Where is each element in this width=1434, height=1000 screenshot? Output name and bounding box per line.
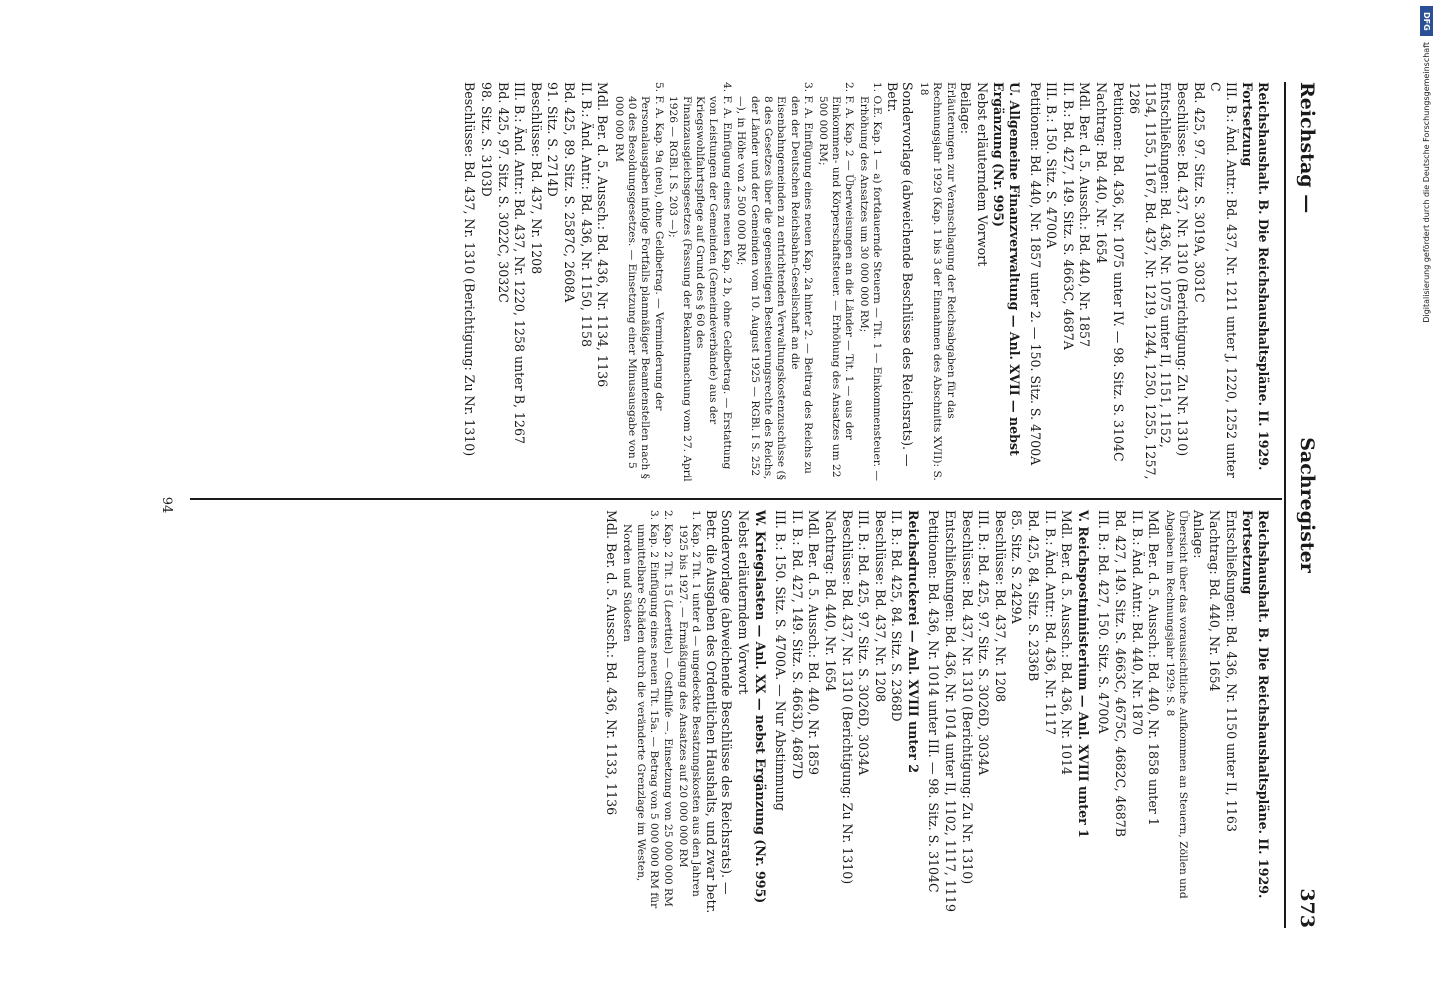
index-entry: Übersicht über das voraussichtliche Aufkommen an Steuern, Zöllen und Abgaben im Rechnungsjahr 1929: S. 8 xyxy=(1163,510,1190,902)
index-entry: Bd. 425, 97. Sitz. S. 3022C, 3032C xyxy=(495,82,511,303)
index-entry: Bd. 425, 97. Sitz. S. 3019A, 3031C xyxy=(1191,82,1207,303)
index-entry: Mdl. Ber. d. 5. Aussch.: Bd. 436, Nr. 1134, 1136 xyxy=(595,82,611,388)
index-entry: 2. F. A. Kap. 2 — Überweisungen an die Länder — Tit. 1 — aus der Einkommen- und Körperschaftsteuer. — Erhöhung des Ansatzes um 22 500 000 RM; xyxy=(816,82,856,481)
index-entry: II. B.: Änd. Antr.: Bd. 440, Nr. 1870 xyxy=(1129,510,1145,735)
index-entry: Beschlüsse: Bd. 437, Nr. 1208 xyxy=(528,82,544,275)
index-entry: 91. Sitz. S. 2714D xyxy=(545,82,561,197)
index-entry: Mdl. Ber. d. 5. Aussch.: Bd. 440, Nr. 1859 xyxy=(806,510,822,776)
index-entry: Beschlüsse: Bd. 437, Nr. 1208 xyxy=(872,510,888,703)
index-entry: 4. F. A. Einfügung eines neuen Kap. 2 b, ohne Geldbetrag. — Erstattung von Leistungen der Gemeinden (Gemeindeverbände) aus der Kriegswohlfahrtspflege auf Grund des § 60 des Finanzausgleichsgesetzes (Fassung der Bekanntmachung vom 27. April 1926 — RGBl. I S. 203 —); xyxy=(667,82,733,486)
index-entry: 3. F. A. Einfügung eines neuen Kap. 2a hinter 2. — Beitrag des Reichs zu den der Deutschen Reichsbahn-Gesellschaft an die Eisenbahngemeinden zu entrichtenden Verwaltungskostenzuschüsse (§ 8 des Gesetzes über die gegenseitigen Besteuerungsrechte des Reichs, der Länder und der Gemeinden vom 10. August 1925 — RGBl. I S. 252 —), in Höhe von 2 500 000 RM; xyxy=(735,82,815,484)
index-entry: Beschlüsse: Bd. 437, Nr. 1310 (Berichtigung: Zu Nr. 1310) xyxy=(959,510,975,885)
scanned-page xyxy=(80,82,1322,928)
index-entry: 85. Sitz. S. 2429A xyxy=(1009,510,1025,624)
index-entry: III. B.: Bd. 427, 150. Sitz. S. 4700A xyxy=(1096,510,1112,734)
index-entry: Reichshaushalt. B. Die Reichshaushaltspläne. II. 1929. Fortsetzung xyxy=(1240,82,1271,475)
header-rule xyxy=(1284,82,1286,928)
index-entry: 3. Kap. 2 Einfügung eines neuen Tit. 15a. — Betrag von 5 000 000 RM für unmittelbare Schäden durch die veränderte Grenzlage im Westen, Norden und Südosten xyxy=(621,510,660,912)
header-separator: — xyxy=(1296,194,1318,214)
header-center: Sachregister xyxy=(1296,437,1318,573)
index-entry: Sondervorlage (abweichende Beschlüsse des Reichsrats). — Betr. xyxy=(884,82,916,471)
index-entry: II. B.: Bd. 427, 149. Sitz. S. 4663C, 4687A xyxy=(1060,82,1076,350)
index-entry: 98. Sitz. S. 3103D xyxy=(479,82,495,197)
index-entry: Bd. 425, 89. Sitz. S. 2587C, 2608A xyxy=(562,82,577,303)
index-entry: III. B.: Bd. 425, 97. Sitz. S. 3026D, 3034A xyxy=(976,510,992,776)
index-entry: 1. Kap. 2 Tit. 1 unter d — ungedeckte Besatzungskosten aus den Jahren 1925 bis 1927. — Ermäßigung des Ansatzes auf 20 000 000 RM xyxy=(676,510,703,901)
index-entry: Anlage: xyxy=(1190,510,1206,559)
index-entry: Erläuterungen zur Veranschlagung der Reichsabgaben für das Rechnungsjahr 1929 (Kap. 1 bis 3 der Einnahmen des Abschnitts XVII): S. 18 xyxy=(917,82,957,485)
index-entry: Nebst erläuterndem Vorwort xyxy=(735,510,751,695)
index-entry: II. B.: Bd. 427, 149. Sitz. S. 4663D, 4687D xyxy=(789,510,805,780)
index-entry: Bd. 427, 149. Sitz. S. 4663C, 4675C, 4682C, 4687B xyxy=(1113,510,1129,837)
index-entry: Entschließungen: Bd. 436, Nr. 1075 unter II, 1151, 1152, 1154, 1155, 1167, Bd. 437, Nr. 1219, 1244, 1250, 1255, 1257, 1286 xyxy=(1127,82,1174,484)
index-entry: III. B.: 150. Sitz. S. 4700A xyxy=(1044,82,1060,249)
index-entry: Petitionen: Bd. 436, Nr. 1075 unter IV. — 98. Sitz. S. 3104C xyxy=(1110,82,1126,462)
index-entry: V. Reichspostministerium — Anl. XVIII unter 1 xyxy=(1075,510,1091,838)
index-entry: Petitionen: Bd. 440, Nr. 1857 unter 2. — 150. Sitz. S. 4700A xyxy=(1027,82,1043,466)
index-entry: W. Kriegslasten — Anl. XX — nebst Ergänzung (Nr. 995) xyxy=(752,510,768,904)
index-entry: Beschlüsse: Bd. 437, Nr. 1208 xyxy=(992,510,1008,703)
index-entry: III. B.: 150. Sitz. S. 4700A. — Nur Abstimmung xyxy=(773,510,789,811)
index-entry: Reichshaushalt. B. Die Reichshaushaltspläne. II. 1929. Fortsetzung xyxy=(1240,510,1271,903)
index-entry: III. B.: Änd. Antr.: Bd. 437, Nr. 1211 unter J, 1220, 1252 unter C xyxy=(1208,82,1239,482)
index-entry: Beschlüsse: Bd. 437, Nr. 1310 (Berichtigung: Zu Nr. 1310) xyxy=(462,82,478,457)
index-entry: Sondervorlage (abweichende Beschlüsse des Reichsrats). — Betr. die Ausgaben des Ordentlichen Haushalts, und zwar betr. xyxy=(703,510,735,914)
dfg-logo: DFG xyxy=(1420,6,1433,36)
page-number: 373 xyxy=(1296,888,1318,928)
index-entry: Mdl. Ber. d. 5. Aussch.: Bd. 440, Nr. 1858 unter 1 xyxy=(1146,510,1162,826)
index-entry: Entschließungen: Bd. 436, Nr. 1150 unter II, 1163 xyxy=(1223,510,1239,832)
index-entry: Nebst erläuterndem Vorwort xyxy=(974,82,990,267)
index-entry: III. B.: Änd. Antr.: Bd. 437, Nr. 1220, 1258 unter B, 1267 xyxy=(512,82,528,445)
right-column xyxy=(602,510,1276,914)
index-entry: Beschlüsse: Bd. 437, Nr. 1310 (Berichtigung: Zu Nr. 1310) xyxy=(1175,82,1191,457)
index-entry: Nachtrag: Bd. 440, Nr. 1654 xyxy=(822,510,838,692)
index-entry: U. Allgemeine Finanzverwaltung — Anl. XVII — nebst Ergänzung (Nr. 995) xyxy=(991,82,1023,461)
index-entry: II. B.: Bd. 425, 84. Sitz. S. 2368D xyxy=(889,510,905,722)
header-left-text: Reichstag xyxy=(1296,82,1318,188)
index-entry: Entschließungen: Bd. 436, Nr. 1014 unter II, 1102, 1117, 1119 xyxy=(943,510,959,912)
index-entry: 2. Kap. 2 Tit. 15 (Leertitel) — Ostfhilfe —. Einsetzung von 25 000 000 RM xyxy=(662,510,675,907)
index-entry: Mdl. Ber. d. 5. Aussch.: Bd. 436, Nr. 1014 xyxy=(1059,510,1075,776)
index-entry: Nachtrag: Bd. 440, Nr. 1654 xyxy=(1094,82,1110,264)
column-divider xyxy=(190,498,1282,500)
index-entry: Beilage: xyxy=(958,82,974,135)
index-entry: Mdl. Ber. d. 5. Aussch.: Bd. 440, Nr. 1857 xyxy=(1077,82,1093,348)
dfg-stamp xyxy=(1420,6,1433,526)
index-entry: Reichsdruckerei — Anl. XVIII unter 2 xyxy=(905,510,921,773)
index-entry: III. B.: Bd. 425, 97. Sitz. S. 3026D, 3034A xyxy=(856,510,872,776)
left-column xyxy=(461,82,1276,486)
folio-number: 94 xyxy=(159,496,174,514)
index-entry: Bd. 425, 84. Sitz. S. 2336B xyxy=(1026,510,1042,682)
index-entry: II. B.: Änd. Antr.: Bd. 436, Nr. 1150, 1158 xyxy=(578,82,594,348)
index-entry: Mdl. Ber. d. 5. Aussch.: Bd. 436, Nr. 1133, 1136 xyxy=(603,510,619,816)
dfg-stamp-text: Digitalisierung gefördert durch die Deutsche Forschungsgemeinschaft xyxy=(1422,42,1431,323)
index-entry: 1. O.E. Kap. 1 — a) fortdauernde Steuern — Tit. 1 — Einkommensteuer. — Erhöhung des Ansatzes um 30 000 000 RM; xyxy=(857,82,884,485)
running-header xyxy=(1288,82,1322,928)
index-entry: II. B.: Änd. Antr.: Bd. 436, Nr. 1117 xyxy=(1042,510,1058,735)
index-entry: Beschlüsse: Bd. 437, Nr. 1310 (Berichtigung: Zu Nr. 1310) xyxy=(839,510,855,885)
index-entry: Petitionen: Bd. 436, Nr. 1014 unter III. — 98. Sitz. S. 3104C xyxy=(926,510,942,893)
index-entry: 5. F. A. Kap. 9a (neu), ohne Geldbetrag. — Verminderung der Personalausgaben infolge Fortfalls planmäßiger Beamtenstellen nach § 40 des Besoldungsgesetzes. — Einsetzung einer Minusausgabe von 5 000 000 RM xyxy=(612,82,665,483)
index-entry: Nachtrag: Bd. 440, Nr. 1654 xyxy=(1207,510,1223,692)
